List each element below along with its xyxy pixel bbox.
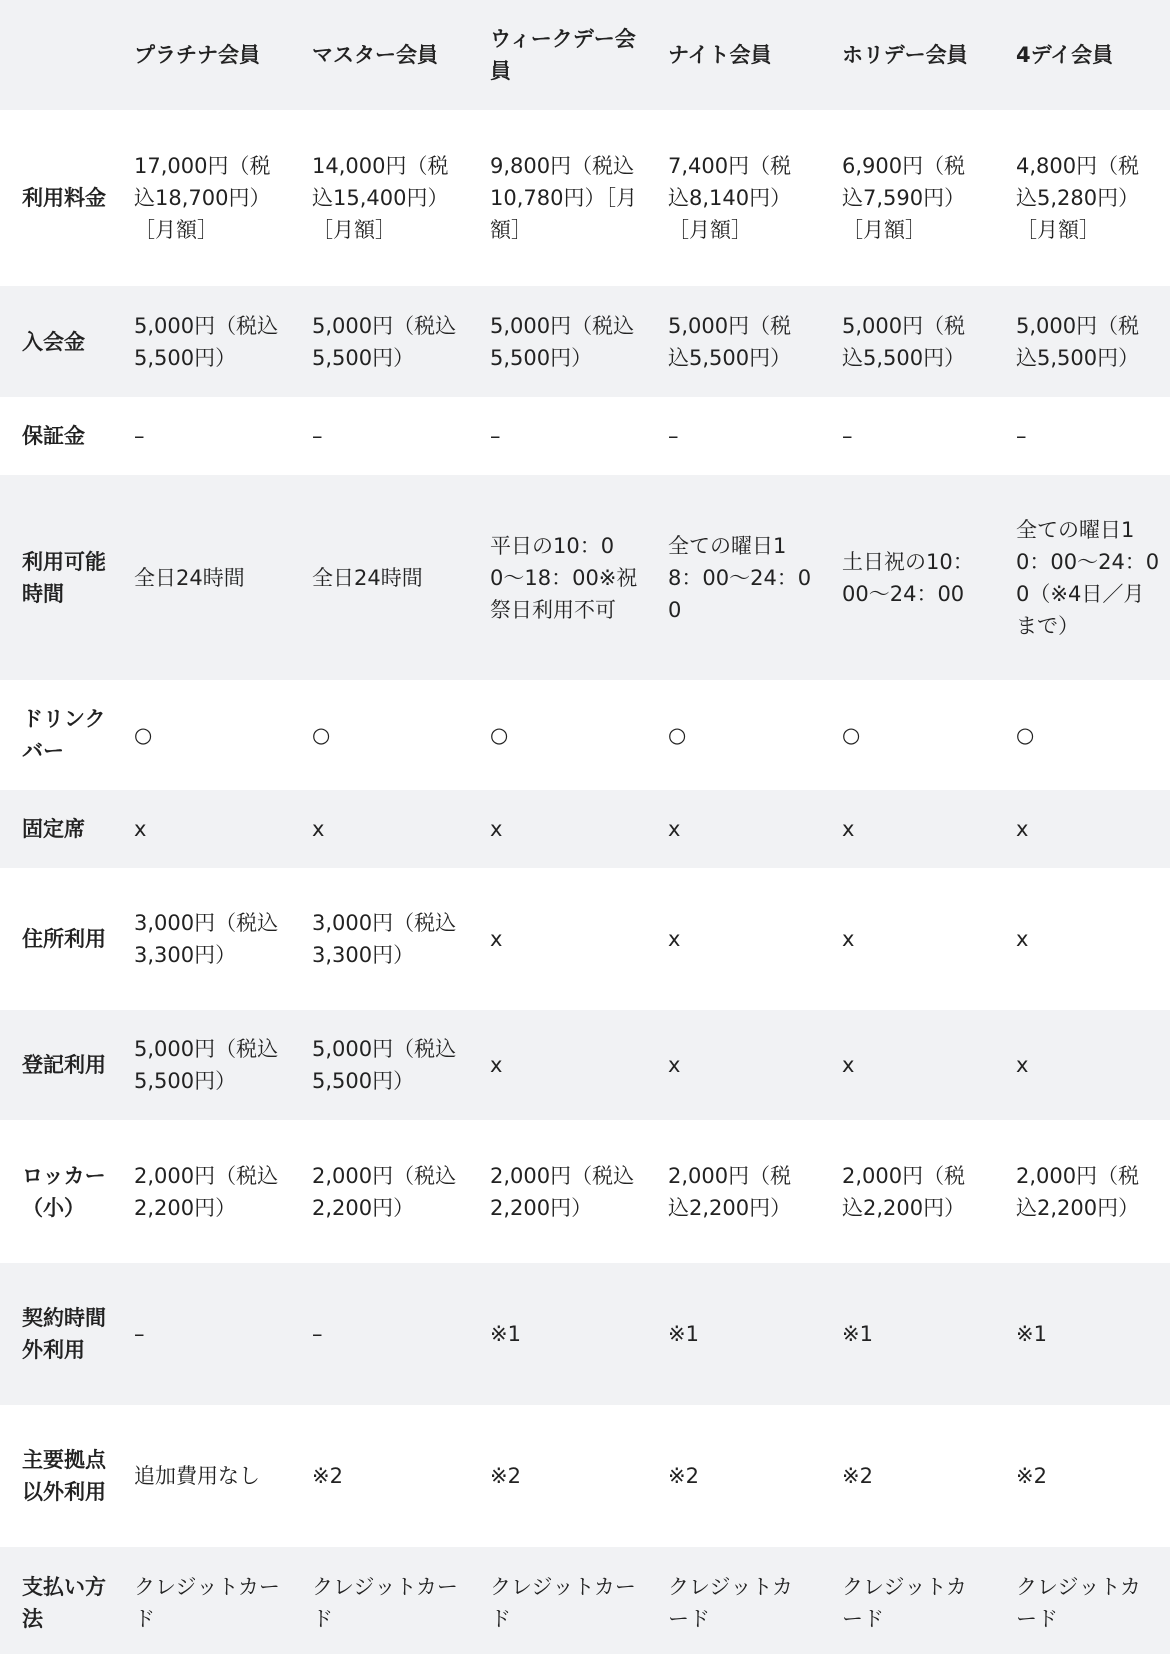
table-cell: x [668,817,681,841]
table-cell: ※2 [312,1464,343,1488]
row-header: 保証金 [22,424,85,448]
table-cell: 3,000円（税込3,300円） [312,911,457,967]
table-cell: 2,000円（税込2,200円） [490,1163,635,1220]
table-cell: 7,400円（税込8,140円）［月額］ [668,154,792,242]
table-cell: – [1016,424,1027,448]
row-header: ロッカー（小） [22,1163,106,1220]
corner-cell [0,0,114,110]
row-header: 固定席 [22,817,85,841]
table-cell: 全日24時間 [134,565,245,590]
table-cell: – [312,1322,323,1346]
table-cell: 土日祝の10：00〜24：00 [842,549,974,606]
table-cell: ○ [312,723,331,747]
table-cell: 2,000円（税込2,200円） [134,1163,279,1220]
column-header-night: ナイト会員 [668,43,772,67]
table-cell: ○ [490,723,509,747]
table-cell: – [842,424,853,448]
table-row-payment-method [0,1547,1170,1654]
table-cell: ○ [668,723,687,747]
table-cell: クレジットカード [1016,1574,1141,1631]
table-cell: x [842,1053,855,1077]
row-header: 支払い方法 [22,1574,106,1631]
row-header: 登記利用 [22,1053,106,1077]
table-cell: 2,000円（税込2,200円） [312,1163,457,1220]
table-row-deposit [0,397,1170,475]
table-cell: x [312,817,325,841]
table-cell: ○ [842,723,861,747]
table-cell: 2,000円（税込2,200円） [668,1163,792,1220]
column-header-4day: 4デイ会員 [1016,43,1114,67]
table-cell: – [668,424,679,448]
table-row-locker-small [0,1120,1170,1263]
table-row-other-locations [0,1405,1170,1547]
table-cell: クレジットカード [490,1574,636,1631]
table-cell: – [134,424,145,448]
table-cell: 全ての曜日10：00〜24：00（※4日／月まで） [1016,517,1160,638]
table-cell: x [134,817,147,841]
table-cell: 17,000円（税込18,700円）［月額］ [134,154,271,242]
row-header: 契約時間外利用 [22,1306,106,1362]
table-cell: ※1 [490,1322,521,1346]
table-cell: x [842,817,855,841]
table-cell: – [312,424,323,448]
table-cell: 5,000円（税込5,500円） [312,1037,457,1093]
table-cell: x [1016,927,1029,951]
table-cell: 5,000円（税込5,500円） [134,1037,279,1093]
table-row-registry-use [0,1010,1170,1120]
table-cell: ※1 [1016,1322,1047,1346]
row-header: 主要拠点以外利用 [22,1448,106,1504]
table-cell: 5,000円（税込5,500円） [668,313,792,370]
column-header-master: マスター会員 [312,43,438,67]
table-cell: x [1016,1053,1029,1077]
table-cell: 9,800円（税込10,780円）［月額］ [490,154,637,242]
row-header: 利用料金 [22,186,106,210]
table-cell: クレジットカード [842,1574,967,1631]
column-header-holiday: ホリデー会員 [842,43,968,67]
table-cell: 5,000円（税込5,500円） [842,313,966,370]
table-row-address-use [0,868,1170,1010]
row-header: 入会金 [22,329,85,354]
table-cell: ○ [134,723,153,747]
table-cell: x [490,817,503,841]
table-cell: 5,000円（税込5,500円） [490,313,635,370]
table-cell: 14,000円（税込15,400円）［月額］ [312,154,449,242]
column-header-weekday: ウィークデー会員 [490,27,636,83]
table-cell: – [134,1322,145,1346]
table-cell: ※1 [668,1322,699,1346]
row-header: 住所利用 [22,927,106,951]
table-cell: クレジットカード [312,1574,458,1631]
table-cell: ※2 [842,1464,873,1488]
column-header-platinum: プラチナ会員 [134,43,260,67]
table-cell: 全ての曜日18：00〜24：00 [668,533,812,622]
table-cell: x [490,927,503,951]
table-row-off-hours-use [0,1263,1170,1405]
table-cell: x [490,1053,503,1077]
table-row-available-hours [0,475,1170,680]
table-cell: 2,000円（税込2,200円） [842,1163,966,1220]
table-cell: 3,000円（税込3,300円） [134,911,279,967]
table-cell: 追加費用なし [134,1464,260,1488]
table-row-drink-bar [0,680,1170,790]
table-cell: クレジットカード [134,1574,280,1631]
table-row-fixed-seat [0,790,1170,868]
table-cell: 4,800円（税込5,280円）［月額］ [1016,154,1140,242]
table-cell: 5,000円（税込5,500円） [312,313,457,370]
table-cell: 平日の10：00〜18：00※祝祭日利用不可 [490,533,638,622]
row-header: 利用可能時間 [22,549,106,606]
table-header-row [0,0,1170,110]
table-cell: x [668,1053,681,1077]
table-cell: x [1016,817,1029,841]
row-header: ドリンクバー [22,707,106,763]
table-cell: x [668,927,681,951]
table-cell: ※2 [490,1464,521,1488]
table-row-entry-fee [0,286,1170,397]
table-cell: 全日24時間 [312,565,423,590]
table-row-usage-fee [0,110,1170,286]
table-cell: 2,000円（税込2,200円） [1016,1163,1140,1220]
table-cell: x [842,927,855,951]
table-cell: ※2 [1016,1464,1047,1488]
table-cell: ○ [1016,723,1035,747]
table-cell: 5,000円（税込5,500円） [1016,313,1140,370]
table-cell: ※1 [842,1322,873,1346]
table-cell: クレジットカード [668,1574,793,1631]
table-cell: 6,900円（税込7,590円）［月額］ [842,154,966,242]
table-cell: 5,000円（税込5,500円） [134,313,279,370]
table-cell: ※2 [668,1464,699,1488]
table-cell: – [490,424,501,448]
